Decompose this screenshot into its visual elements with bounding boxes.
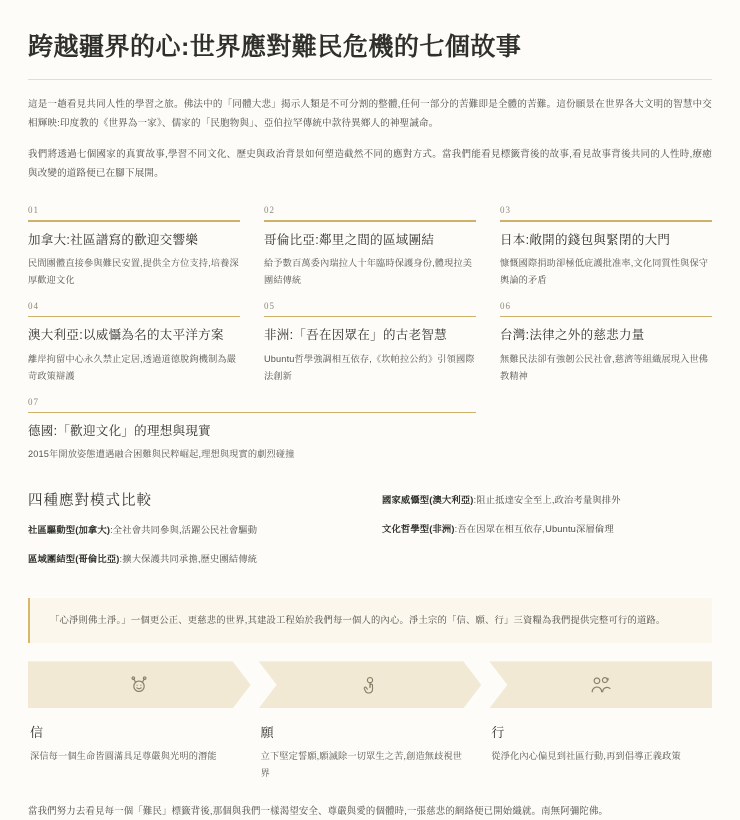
comparison-item-text: :擴大保護共同承擔,歷史團結傳統 (119, 554, 258, 564)
story-number: 02 (264, 205, 275, 216)
story-divider (500, 316, 712, 318)
comparison-item-label: 區域團結型(哥倫比亞) (28, 554, 120, 564)
intro-paragraph-2: 我們將透過七個國家的真實故事,學習不同文化、歷史與政治背景如何塑造截然不同的應對方式。當我們能看見標籤背後的故事,看見故事背後共同的人性時,療癒與改變的道路便已在腳下展開。 (28, 149, 712, 179)
story-number: 06 (500, 300, 511, 311)
intro-paragraph-1: 這是一趟看見共同人性的學習之旅。佛法中的「同體大悲」揭示人類是不可分割的整體,任何一部分的苦難即是全體的苦難。這份願景在世界各大文明的智慧中交相輝映:印度教的《世界為一家》、儒家的「民胞物與」、亞伯拉罕傳統中款待異鄉人的神聖誡命。 (28, 99, 712, 129)
comparison-item-text: :吾在因眾在相互依存,Ubuntu深層倫理 (454, 524, 614, 534)
title-divider (28, 79, 712, 80)
flow-step-practice (489, 661, 712, 782)
story-description: Ubuntu哲學強調相互依存,《坎帕拉公約》引領國際法創新 (264, 353, 475, 381)
story-card-04 (28, 301, 240, 397)
flow-step-description: 立下堅定誓願,願滅除一切眾生之苦,創造無歧視世界 (260, 751, 463, 779)
story-grid (28, 205, 712, 475)
quote-block: 「心淨則佛土淨。」一個更公正、更慈悲的世界,其建設工程始於我們每一個人的內心。淨土宗的「信、願、行」三資糧為我們提供完整可行的道路。 (28, 598, 712, 644)
story-card-03 (500, 205, 712, 301)
flow-step-label: 信 (30, 725, 45, 741)
story-number: 03 (500, 205, 511, 216)
story-description: 無難民法卻有強韌公民社會,慈濟等組織展現入世佛教精神 (500, 353, 709, 381)
comparison-heading: 四種應對模式比較 (28, 493, 152, 510)
story-divider (500, 220, 712, 222)
flow-diagram (28, 661, 712, 782)
comparison-right-column (382, 489, 712, 579)
story-card-02 (264, 205, 476, 301)
story-number: 01 (28, 205, 39, 216)
story-divider (264, 316, 476, 318)
story-description: 離岸拘留中心永久禁止定居,透過道德脫鉤機制為嚴苛政策辯護 (28, 353, 237, 381)
story-description: 民間團體直接參與難民安置,提供全方位支持,培養深厚歡迎文化 (28, 257, 239, 285)
story-number: 07 (28, 396, 39, 407)
story-title: 日本:敞開的錢包與緊閉的大門 (500, 232, 671, 247)
story-divider (264, 220, 476, 222)
comparison-left-column (28, 489, 358, 579)
closing-paragraph: 當我們努力去看見每一個「難民」標籤背後,那個與我們一樣渴望安全、尊嚴與愛的個體時,一張慈悲的網絡便已開始織就。南無阿彌陀佛。 (28, 805, 609, 817)
story-description: 慷慨國際捐助卻極低庇護批准率,文化同質性與保守輿論的矛盾 (500, 257, 709, 285)
comparison-item-philosophy (382, 521, 712, 538)
comparison-section (28, 489, 712, 579)
flow-step-description: 從淨化內心偏見到社區行動,再到倡導正義政策 (491, 751, 681, 762)
smiling-face-icon (129, 675, 149, 695)
comparison-item-text: :阻止抵達安全至上,政治考量與排外 (473, 495, 621, 506)
comparison-item-community (28, 522, 358, 539)
flow-chevron (259, 661, 482, 708)
flow-step-faith (28, 661, 251, 782)
flow-step-label: 行 (491, 725, 506, 741)
comparison-item-label: 社區驅動型(加拿大) (28, 525, 111, 536)
story-title: 哥倫比亞:鄰里之間的區域團結 (264, 232, 435, 247)
flow-step-label: 願 (260, 725, 275, 741)
story-title: 加拿大:社區譜寫的歡迎交響樂 (28, 232, 199, 247)
flow-step-description: 深信每一個生命皆圓滿具足尊嚴與光明的潛能 (30, 751, 217, 762)
story-card-07 (28, 397, 476, 476)
story-title: 德國:「歡迎文化」的理想與現實 (28, 424, 211, 439)
story-divider (28, 412, 476, 414)
comparison-item-regional (28, 551, 358, 568)
flow-chevron (489, 661, 712, 708)
story-divider (28, 220, 240, 222)
story-number: 05 (264, 300, 275, 311)
people-group-icon (590, 675, 612, 695)
comparison-item-label: 文化哲學型(非洲) (382, 524, 455, 534)
story-title: 台灣:法律之外的慈悲力量 (500, 328, 645, 343)
story-divider (28, 316, 240, 318)
page-title: 跨越疆界的心:世界應對難民危機的七個故事 (28, 33, 522, 61)
story-card-05 (264, 301, 476, 397)
story-number: 04 (28, 300, 39, 311)
story-description: 給予數百萬委內瑞拉人十年臨時保護身份,體現拉美團結傳統 (264, 257, 473, 285)
comparison-item-deterrence (382, 492, 712, 509)
story-description: 2015年開放姿態遭遇融合困難與民粹崛起,理想與現實的劇烈碰撞 (28, 449, 295, 460)
flow-step-vow (259, 661, 482, 782)
story-card-01 (28, 205, 240, 301)
flow-chevron (28, 661, 251, 708)
story-title: 澳大利亞:以威懾為名的太平洋方案 (28, 328, 224, 343)
comparison-item-label: 國家威懾型(澳大利亞) (382, 495, 474, 506)
story-card-06 (500, 301, 712, 397)
comparison-item-text: :全社會共同參與,活躍公民社會驅動 (110, 525, 258, 536)
story-title: 非洲:「吾在因眾在」的古老智慧 (264, 328, 447, 343)
hand-pressing-icon (360, 675, 380, 695)
